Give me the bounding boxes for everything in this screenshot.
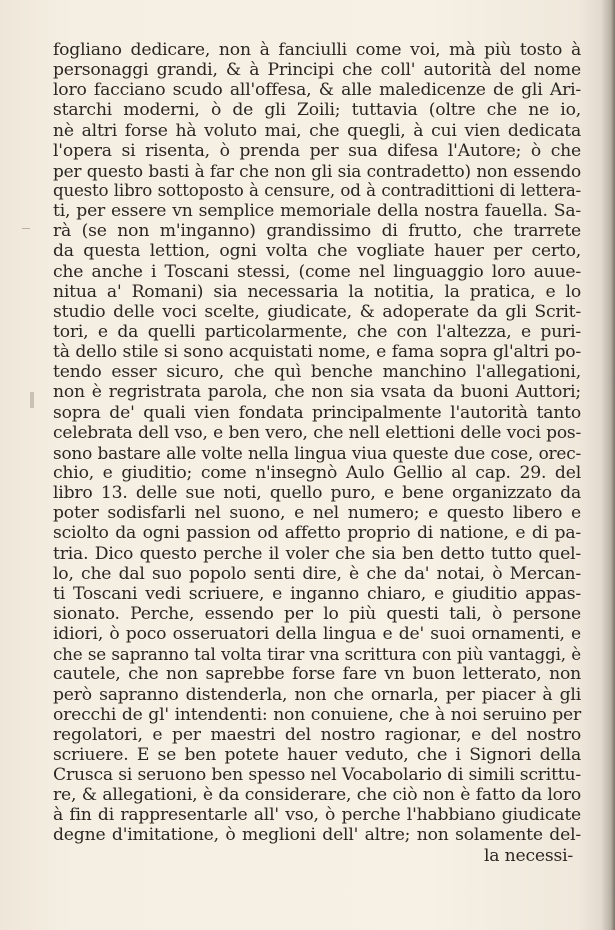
text-line: da questa lettion, ogni volta che vogliate hauer per certo, xyxy=(53,241,581,262)
text-line: regolatori, e per maestri del nostro ragionar, e del nostro xyxy=(53,724,581,745)
text-line: sopra de' quali vien fondata principalmente l'autorità tanto xyxy=(53,402,581,423)
text-line: rà (se non m'inganno) grandissimo di frutto, che trarrete xyxy=(53,221,581,242)
body-text xyxy=(53,40,581,866)
text-line: ti, per essere vn semplice memoriale della nostra fauella. Sa- xyxy=(53,201,581,222)
text-line: cautele, che non saprebbe forse fare vn buon letterato, non xyxy=(53,664,581,685)
text-line: che anche i Toscani stessi, (come nel linguaggio loro auue- xyxy=(53,261,581,282)
text-line: tori, e da quelli particolarmente, che con l'altezza, e puri- xyxy=(53,321,581,342)
text-line: fogliano dedicare, non à fanciulli come voi, mà più tosto à xyxy=(53,40,581,60)
text-line: starchi moderni, ò de gli Zoili; tuttavia (oltre che ne io, xyxy=(53,100,581,121)
text-line: che se sapranno tal volta tirar vna scrittura con più vantaggi, è xyxy=(53,644,581,665)
text-line: sciolto da ogni passion od affetto proprio di natione, e di pa- xyxy=(53,523,581,544)
text-line: però sapranno distenderla, non che ornarla, per piacer à gli xyxy=(53,684,581,705)
text-line: questo libro sottoposto à censure, od à contradittioni di lettera- xyxy=(53,180,581,200)
text-line: non è regristrata parola, che non sia vsata da buoni Auttori; xyxy=(53,382,581,403)
text-line: nitua a' Romani) sia necessaria la notitia, la pratica, e lo xyxy=(53,281,581,302)
page-edge-shadow xyxy=(601,0,615,930)
text-line: sono bastare alle volte nella lingua viua queste due cose, orec- xyxy=(53,442,581,463)
text-line: nè altri forse hà voluto mai, che quegli, à cui vien dedicata xyxy=(53,120,581,141)
text-line: poter sodisfarli nel suono, e nel numero; e questo libero e xyxy=(53,503,581,524)
text-line: re, & allegationi, è da considerare, che ciò non è fatto da loro xyxy=(53,785,581,806)
text-line: à fin di rappresentarle all' vso, ò perche l'habbiano giudicate xyxy=(53,805,581,826)
text-line: studio delle voci scelte, giudicate, & adoperate da gli Scrit- xyxy=(53,301,581,322)
text-line: tria. Dico questo perche il voler che sia ben detto tutto quel- xyxy=(53,543,581,564)
text-line: degne d'imitatione, ò meglioni dell' altre; non solamente del- xyxy=(53,825,581,846)
margin-mark xyxy=(30,392,34,408)
text-line: celebrata dell vso, e ben vero, che nell elettioni delle voci pos- xyxy=(53,422,581,443)
text-line: ti Toscani vedi scriuere, e inganno chiaro, e giuditio appas- xyxy=(53,583,581,604)
margin-mark xyxy=(22,228,30,229)
text-line: orecchi de gl' intendenti: non conuiene, che à noi seruino per xyxy=(53,704,581,725)
text-line: sionato. Perche, essendo per lo più questi tali, ò persone xyxy=(53,603,581,624)
text-line: lo, che dal suo popolo senti dire, è che da' notai, ò Mercan- xyxy=(53,563,581,584)
text-line: chio, e giuditio; come n'insegnò Aulo Gellio al cap. 29. del xyxy=(53,462,581,483)
text-line: loro facciano scudo all'offesa, & alle maledicenze de gli Ari- xyxy=(53,80,581,101)
text-line: l'opera si risenta, ò prenda per sua difesa l'Autore; ò che xyxy=(53,140,581,161)
text-line: libro 13. delle sue noti, quello puro, e bene organizzato da xyxy=(53,483,581,504)
text-line: idiori, ò poco osseruatori della lingua e de' suoi ornamenti, e xyxy=(53,624,581,645)
text-line: tendo esser sicuro, che quì benche manchino l'allegationi, xyxy=(53,362,581,383)
text-line: per questo basti à far che non gli sia contradetto) non essendo xyxy=(53,160,581,181)
text-line: Crusca si seruono ben spesso nel Vocabolario di simili scrittu- xyxy=(53,765,581,786)
text-line: tà dello stile si sono acquistati nome, e fama sopra gl'altri po- xyxy=(53,342,581,363)
text-line-catchword: la necessi- xyxy=(484,845,573,866)
text-line: personaggi grandi, & à Principi che coll' autorità del nome xyxy=(53,60,581,81)
text-line: scriuere. E se ben potete hauer veduto, che i Signori della xyxy=(53,744,581,765)
